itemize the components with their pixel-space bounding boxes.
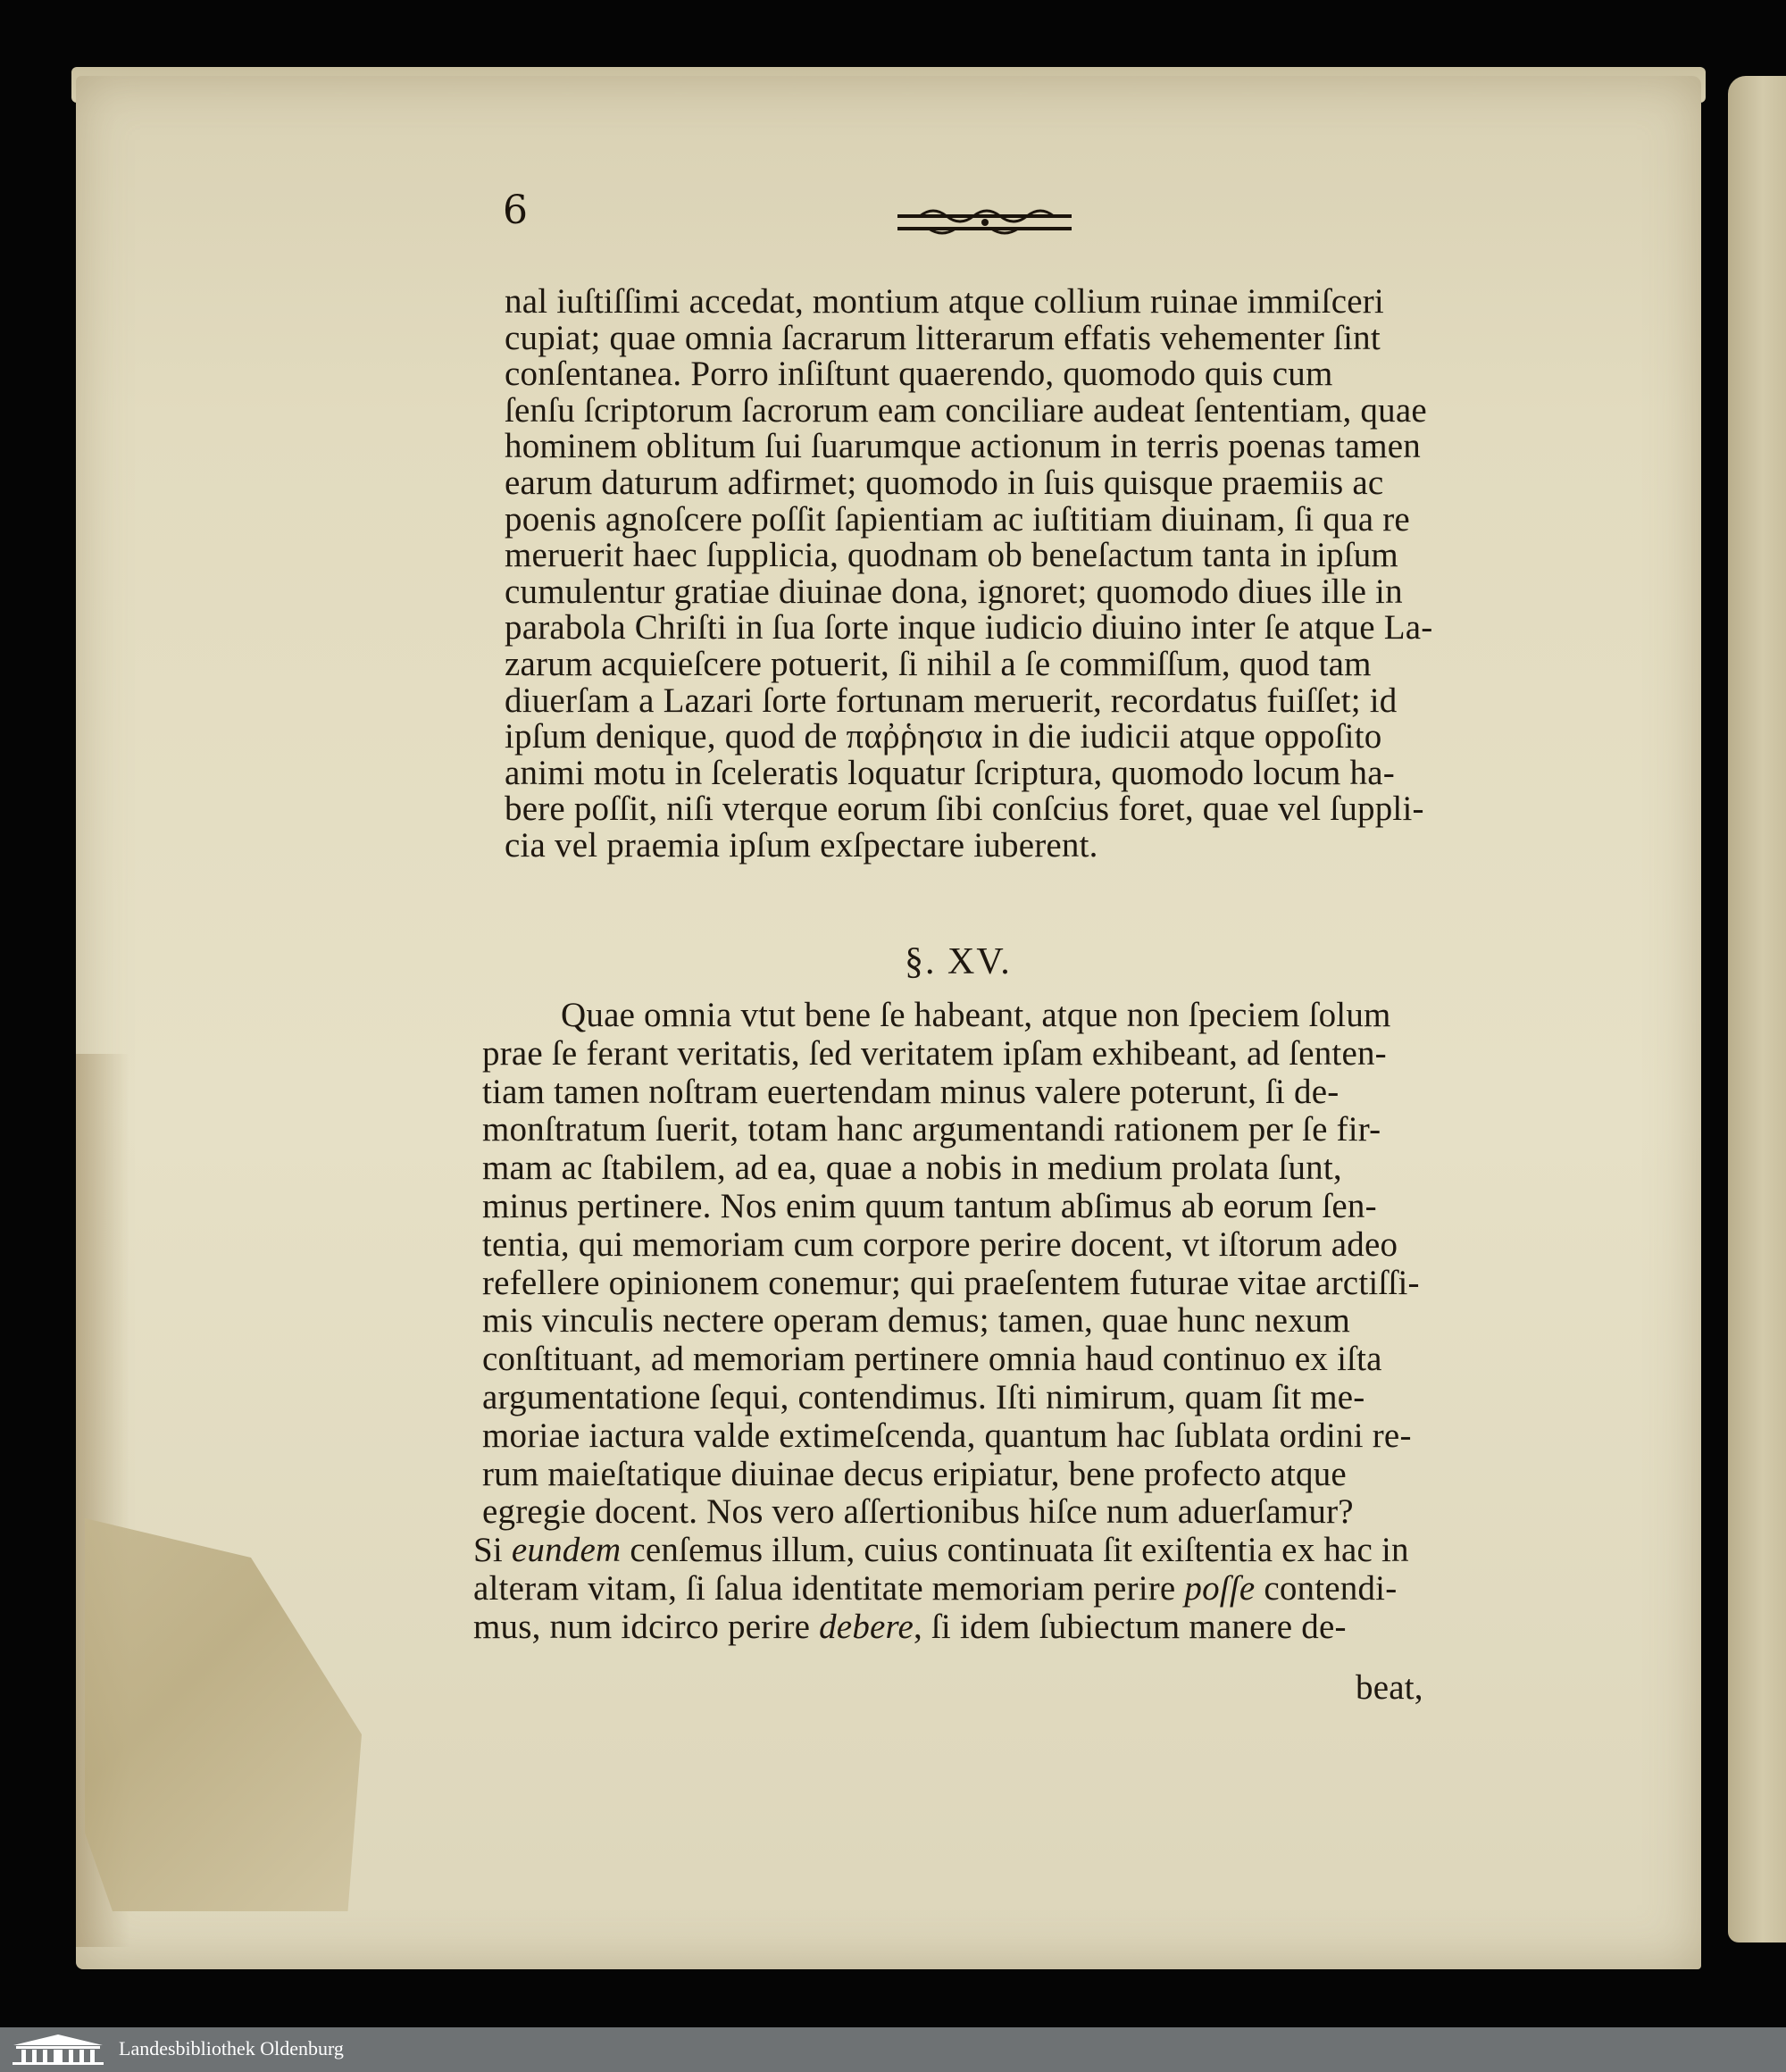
text-line: parabola Chriſti in ſua ſorte inque iudicio diuino inter ſe atque La- <box>505 608 1433 648</box>
text-line: meruerit haec ſupplicia, quodnam ob beneſactum tanta in ipſum <box>505 536 1398 575</box>
text-line: monſtratum ſuerit, totam hanc argumentandi rationem per ſe fir- <box>482 1110 1381 1149</box>
text-line: bere poſſit, niſi vterque eorum ſibi conſcius foret, quae vel ſuppli- <box>505 790 1424 829</box>
text-line: nal iuſtiſſimi accedat, montium atque collium ruinae immiſceri <box>505 282 1384 321</box>
text-segment: Si <box>473 1531 512 1569</box>
text-segment: mus, num idcirco perire <box>473 1608 820 1646</box>
text-line: mam ac ſtabilem, ad ea, quae a nobis in medium prolata ſunt, <box>482 1149 1342 1188</box>
text-line: earum daturum adfirmet; quomodo in ſuis quisque praemiis ac <box>505 464 1384 502</box>
text-emphasis: eundem <box>511 1531 622 1569</box>
text-line: hominem oblitum ſui ſuarumque actionum in terris poenas tamen <box>505 427 1421 466</box>
text-line <box>473 1609 1347 1644</box>
text-line: Quae omnia vtut bene ſe habeant, atque non ſpeciem ſolum <box>561 996 1391 1034</box>
text-line: refellere opinionem conemur; qui praeſentem futurae vitae arctiſſi- <box>482 1263 1420 1302</box>
text-line: conſtituant, ad memoriam pertinere omnia haud continuo ex iſta <box>482 1340 1382 1379</box>
text-line: cia vel praemia ipſum exſpectare iuberent. <box>505 826 1098 865</box>
text-line: egregie docent. Nos vero aſſertionibus hiſce num aduerſamur? <box>482 1492 1354 1532</box>
text-line: minus pertinere. Nos enim quum tantum abſimus ab eorum ſen- <box>482 1187 1377 1225</box>
text-line: ſenſu ſcriptorum ſacrorum eam conciliare audeat ſententiam, quae <box>505 390 1427 430</box>
text-line <box>473 1533 1409 1567</box>
text-line: animi motu in ſceleratis loquatur ſcriptura, quomodo locum ha- <box>505 753 1395 792</box>
text-segment: contendi- <box>1255 1569 1398 1608</box>
section-heading: §. XV. <box>905 941 1012 982</box>
text-line: prae ſe ferant veritatis, ſed veritatem ipſam exhibeant, ad ſenten- <box>482 1033 1387 1073</box>
text-line: rum maieſtatique diuinae decus eripiatur, bene profecto atque <box>482 1454 1347 1493</box>
text-line: tentia, qui memoriam cum corpore perire docent, vt iſtorum adeo <box>482 1224 1398 1264</box>
text-line: conſentanea. Porro inſiſtunt quaerendo, quomodo quis cum <box>505 355 1333 394</box>
text-line: poenis agnoſcere poſſit ſapientiam ac iuſtitiam diuinam, ſi qua re <box>505 499 1410 539</box>
text-line: tiam tamen noſtram euertendam minus valere poterunt, ſi de- <box>482 1072 1340 1111</box>
library-name: Landesbibliothek Oldenburg <box>119 2037 344 2059</box>
text-line: cumulentur gratiae diuinae dona, ignoret; quomodo diues ille in <box>505 572 1403 611</box>
text-emphasis: debere <box>819 1608 914 1646</box>
catchword: beat, <box>1356 1668 1423 1707</box>
text-line: cupiat; quae omnia ſacrarum litterarum effatis vehementer ſint <box>505 318 1381 357</box>
page-number: 6 <box>503 188 528 233</box>
text-line: argumentatione ſequi, contendimus. Iſti nimirum, quam ſit me- <box>482 1378 1365 1416</box>
text-line: zarum acquieſcere potuerit, ſi nihil a ſe commiſſum, quod tam <box>505 645 1372 683</box>
footer-bar <box>0 2027 1786 2072</box>
text-segment: , ſi idem ſubiectum manere de- <box>913 1608 1347 1646</box>
text-segment: alteram vitam, ſi ſalua identitate memoriam perire <box>473 1569 1185 1608</box>
library-building-icon <box>9 2033 107 2067</box>
text-line <box>473 1571 1397 1606</box>
ornament-icon <box>893 204 1076 239</box>
text-emphasis: poſſe <box>1184 1569 1256 1608</box>
text-segment: cenſemus illum, cuius continuata ſit exiſtentia ex hac in <box>621 1531 1409 1569</box>
text-line: moriae iactura valde extimeſcenda, quantum hac ſublata ordini re- <box>482 1416 1412 1455</box>
text-line: ipſum denique, quod de παῤῥησια in die iudicii atque oppoſito <box>505 717 1382 756</box>
text-line: mis vinculis nectere operam demus; tamen, quae hunc nexum <box>482 1301 1351 1341</box>
text-line: diuerſam a Lazari ſorte fortunam meruerit, recordatus fuiſſet; id <box>505 681 1398 720</box>
